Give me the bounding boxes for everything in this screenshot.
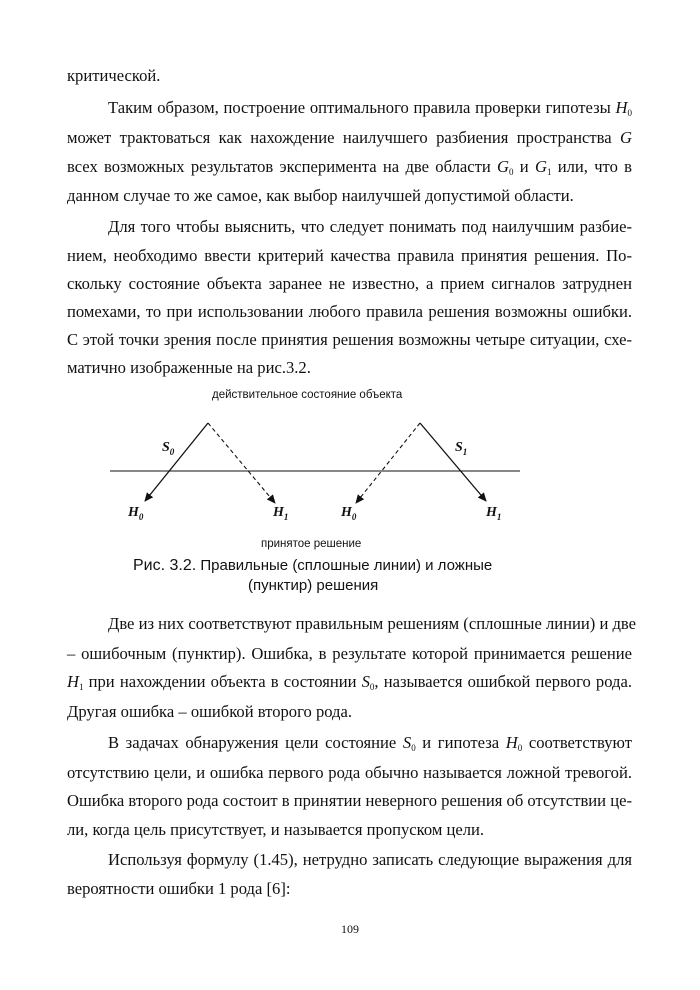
text-line: вероятности ошибки 1 рода [6]:: [67, 879, 291, 898]
figure-caption: Рис. 3.2. Правильные (сплошные линии) и ложные: [133, 557, 493, 574]
correct-decision-arrow: [145, 423, 208, 501]
outcome-label: $H_0$: [341, 505, 357, 522]
text-line: помехами, то при использовании любого правила решения возможны ошибки.: [67, 302, 632, 321]
figure-bottom-label: принятое решение: [261, 538, 362, 550]
figure-top-label: действительное состояние объекта: [212, 389, 403, 401]
math-G1: $G_1$: [534, 157, 552, 177]
text-line: В задачах обнаружения цели состояние $S_0$ и гипотеза $H_0$ соответствуют: [108, 733, 632, 753]
text-line: критической.: [67, 66, 161, 85]
outcome-label: $H_1$: [273, 505, 289, 522]
math-H0: $H_0$: [505, 733, 523, 753]
math-H0: $H_0$: [615, 98, 632, 118]
outcome-label: $H_0$: [128, 505, 144, 522]
correct-decision-arrow: [420, 423, 486, 501]
false-decision-arrow: [356, 423, 420, 503]
text-line: $H_1$ при нахождении объекта в состоянии $S_0$, называется ошибкой первого рода.: [67, 672, 632, 692]
text-line: Для того чтобы выяснить, что следует понимать под наилучшим разбие-: [108, 217, 632, 236]
outcome-label: $H_1$: [486, 505, 502, 522]
text-line: скольку состояние объекта заранее не известно, а прием сигналов затруднен: [67, 274, 632, 293]
text-line: данном случае то же самое, как выбор наилучшей допустимой области.: [67, 186, 574, 205]
text-line: Другая ошибка – ошибкой второго рода.: [67, 702, 353, 721]
state-label-s1: $S_1$: [455, 440, 468, 457]
math-G0: $G_0$: [497, 157, 514, 177]
text-line: – ошибочным (пунктир). Ошибка, в результате которой принимается решение: [67, 644, 632, 663]
text-line: ли, когда цель присутствует, и называется пропуском цели.: [67, 820, 485, 839]
math-S0: $S_0$: [402, 733, 416, 753]
math-H1: $H_1$: [67, 672, 84, 692]
math-G: G: [620, 128, 632, 147]
text-line: Используя формулу (1.45), нетрудно записать следующие выражения для: [108, 850, 632, 869]
page-number: 109: [341, 922, 359, 936]
text-line: Две из них соответствуют правильным решениям (сплошные линии) и две: [108, 614, 637, 633]
figure-caption-line2: (пунктир) решения: [248, 577, 379, 594]
text-line: матично изображенные на рис.3.2.: [67, 358, 311, 377]
text-line: отсутствию цели, и ошибка первого рода обычно называется ложной тревогой.: [67, 763, 632, 782]
false-decision-arrow: [208, 423, 275, 503]
math-S0: $S_0$: [361, 672, 375, 692]
text-line: всех возможных результатов эксперимента на две области $G_0$ и $G_1$ или, что в: [67, 157, 632, 177]
text-line: С этой точки зрения после принятия решения возможны четыре ситуации, схе-: [67, 330, 632, 349]
state-label-s0: $S_0$: [162, 440, 175, 457]
text-line: может трактоваться как нахождение наилучшего разбиения пространства G: [67, 128, 632, 147]
text-line: нием, необходимо ввести критерий качества правила принятия решения. По-: [67, 246, 632, 265]
text-line: Ошибка второго рода состоит в принятии неверного решения об отсутствии це-: [67, 791, 632, 810]
text-line: Таким образом, построение оптимального правила проверки гипотезы $H_0$: [108, 98, 632, 118]
